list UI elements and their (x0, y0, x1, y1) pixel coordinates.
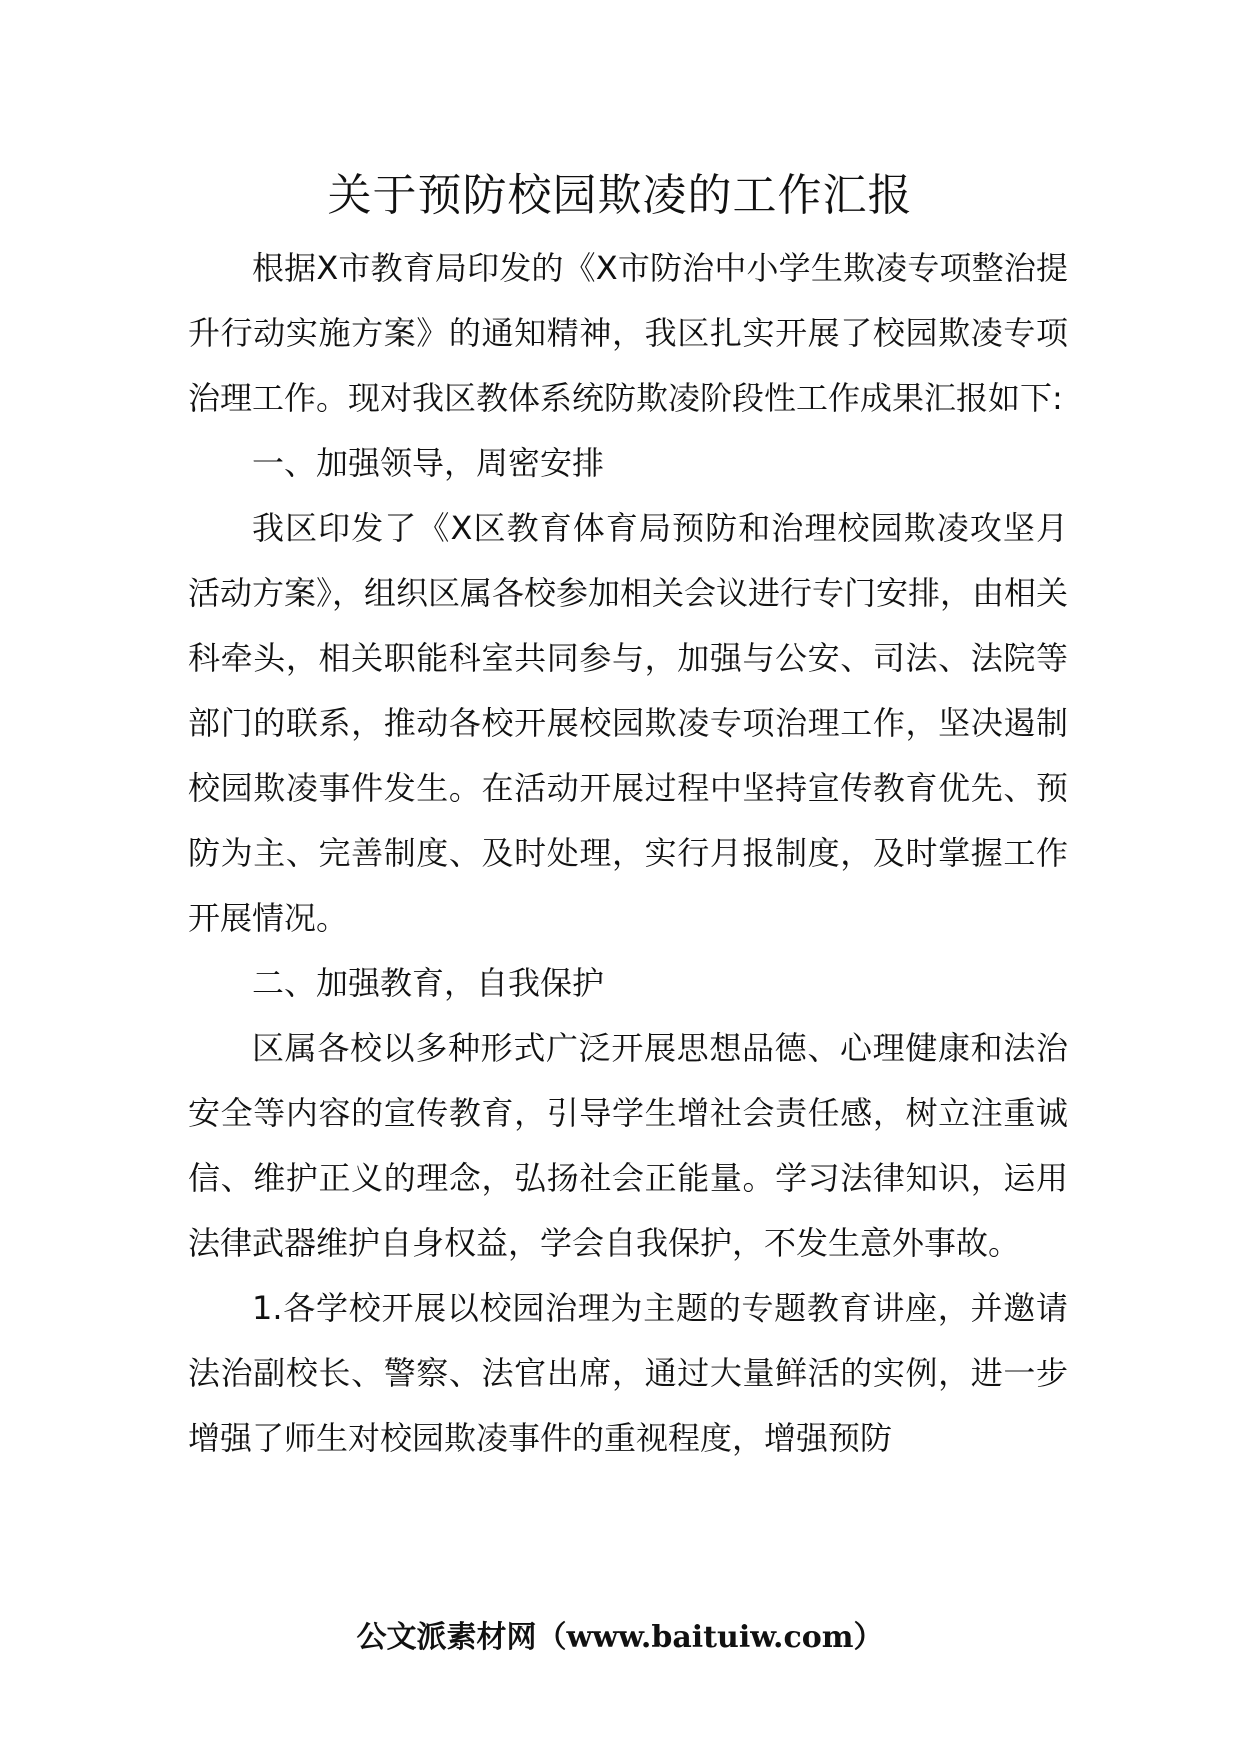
section-heading-1: 一、加强领导，周密安排 (252, 444, 605, 482)
section-paragraph-2: 区属各校以多种形式广泛开展思想品德、心理健康和法治安全等内容的宣传教育，引导学生增社会责任感，树立注重诚信、维护正义的理念，弘扬社会正能量。学习法律知识，运用法律武器维护自身权益，学会自我保护，不发生意外事故。 (188, 1029, 1068, 1262)
numbered-paragraph-1: 1.各学校开展以校园治理为主题的专题教育讲座，并邀请法治副校长、警察、法官出席，通过大量鲜活的实例，进一步增强了师生对校园欺凌事件的重视程度，增强预防 (188, 1289, 1068, 1457)
section-heading-2: 二、加强教育，自我保护 (252, 964, 605, 1002)
intro-paragraph: 根据X市教育局印发的《X市防治中小学生欺凌专项整治提升行动实施方案》的通知精神，我区扎实开展了校园欺凌专项治理工作。现对我区教体系统防欺凌阶段性工作成果汇报如下: (188, 249, 1068, 417)
footer-watermark: 公文派素材网（www.baituiw.com） (356, 1620, 884, 1655)
document-body (188, 236, 1068, 1471)
section-paragraph-1: 我区印发了《X区教育体育局预防和治理校园欺凌攻坚月活动方案》，组织区属各校参加相关会议进行专门安排，由相关科牵头，相关职能科室共同参与，加强与公安、司法、法院等部门的联系，推动各校开展校园欺凌专项治理工作，坚决遏制校园欺凌事件发生。在活动开展过程中坚持宣传教育优先、预防为主、完善制度、及时处理，实行月报制度，及时掌握工作开展情况。 (188, 509, 1069, 937)
document-title: 关于预防校园欺凌的工作汇报 (327, 170, 913, 221)
